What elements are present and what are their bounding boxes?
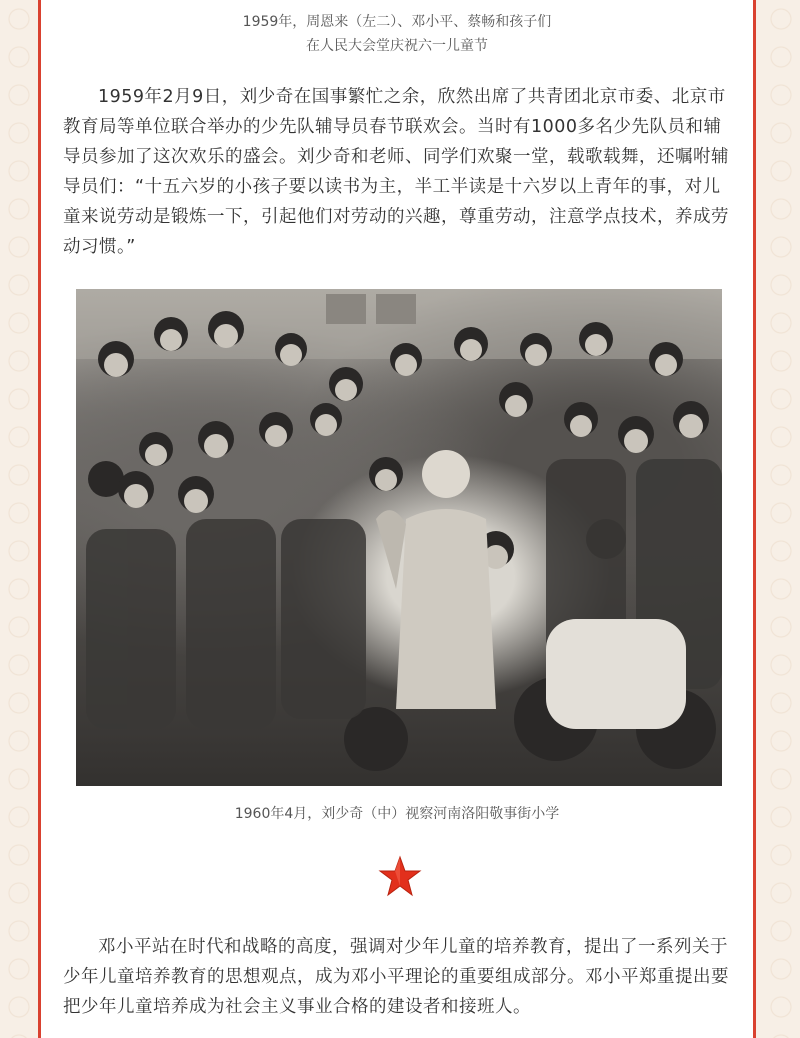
photo-crowd-illustration xyxy=(76,289,722,786)
paragraph-liu-shaoqi: 1959年2月9日，刘少奇在国事繁忙之余，欣然出席了共青团北京市委、北京市教育局等单位联合举办的少先队辅导员春节联欢会。当时有1000多名少先队员和辅导员参加了这次欢乐的盛会。刘少奇和老师、同学们欢聚一堂，载歌载舞，还嘱咐辅导员们：“十五六岁的小孩子要以读书为主，半工半读是十六岁以上青年的事，对儿童来说劳动是锻炼一下，引起他们对劳动的兴趣，尊重劳动，注意学点技术，养成劳动习惯。” xyxy=(63,87,729,257)
left-border-pattern xyxy=(0,0,38,1038)
paragraph-deng-xiaoping: 邓小平站在时代和战略的高度，强调对少年儿童的培养教育，提出了一系列关于少年儿童培养教育的思想观点，成为邓小平理论的重要组成部分。邓小平郑重提出要把少年儿童培养成为社会主义事业合格的建设者和接班人。 xyxy=(63,937,729,1017)
top-caption-line1: 1959年，周恩来（左二）、邓小平、蔡畅和孩子们 xyxy=(242,14,552,30)
article-card xyxy=(38,0,756,1038)
red-star-icon xyxy=(378,855,422,899)
historical-photo xyxy=(76,289,722,786)
top-photo-caption xyxy=(41,10,753,58)
top-caption-line2: 在人民大会堂庆祝六一儿童节 xyxy=(306,38,488,54)
photo-caption: 1960年4月，刘少奇（中）视察河南洛阳敬事街小学 xyxy=(234,806,560,822)
right-border-pattern xyxy=(762,0,800,1038)
